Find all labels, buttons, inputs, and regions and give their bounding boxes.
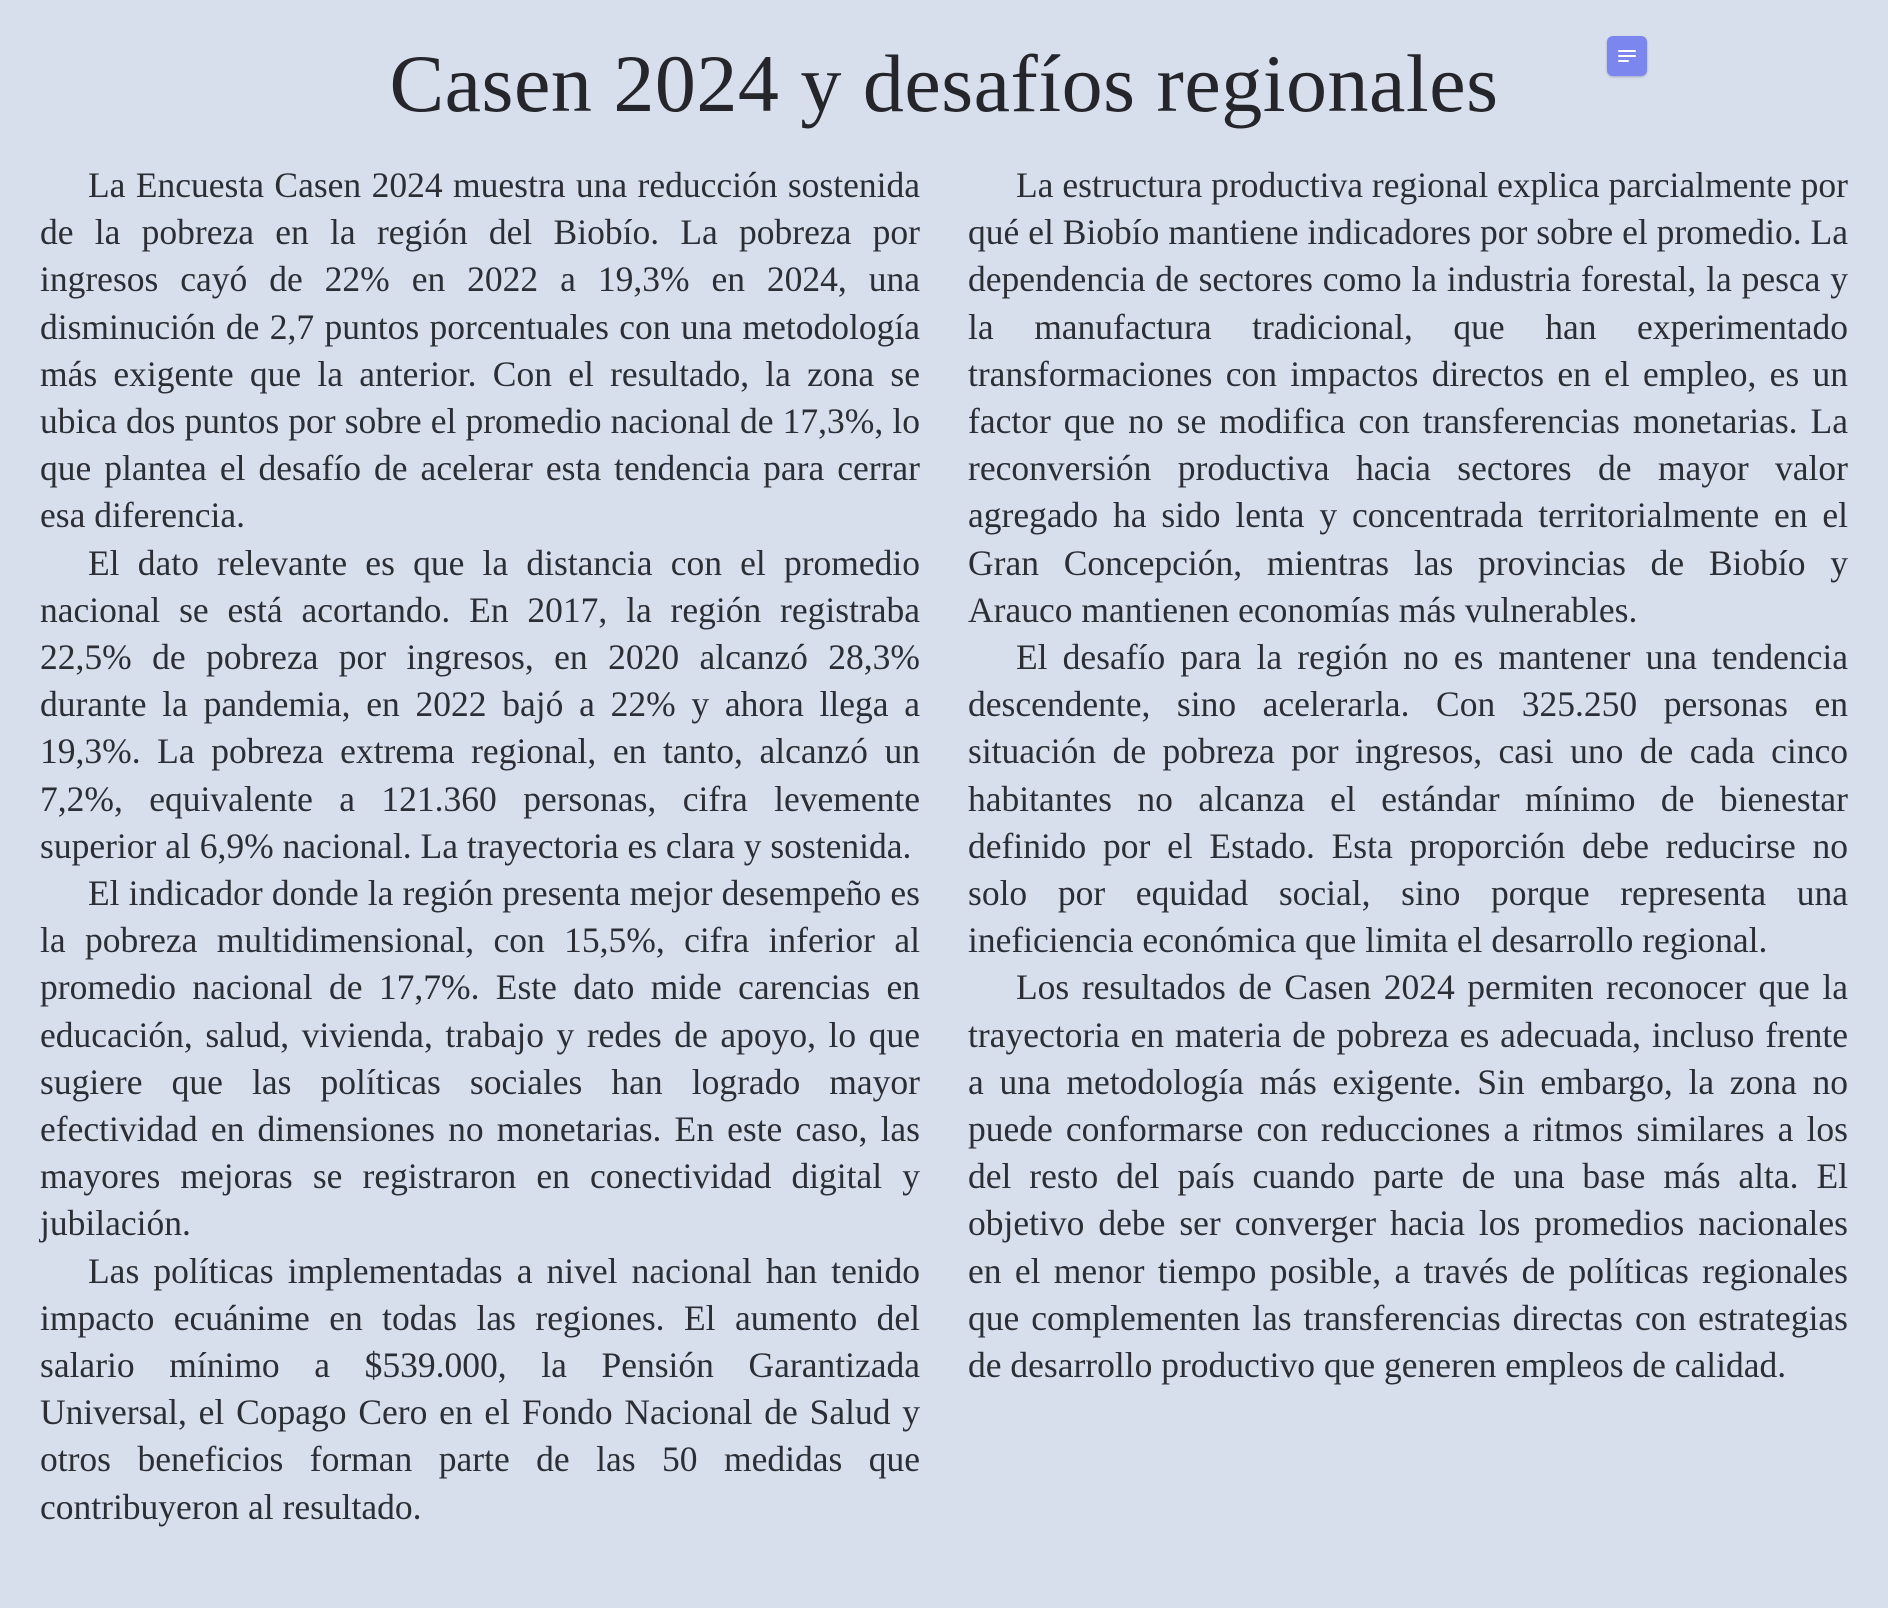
right-column [968,162,1848,1389]
document-icon-line [1618,50,1636,52]
paragraph: El indicador donde la región presenta mejor desempeño es la pobreza multidimensional, con 15,5%, cifra inferior al promedio nacional de 17,7%. Este dato mide carencias en educación, salud, vivienda, trabajo y redes de apoyo, lo que sugiere que las políticas sociales han logrado mayor efectividad en dimensiones no monetarias. En este caso, las mayores mejoras se registraron en conectividad digital y jubilación. [40,873,920,1244]
paragraph: El desafío para la región no es mantener una tendencia descendente, sino acelerarla. Con 325.250 personas en situación de pobreza por ingresos, casi uno de cada cinco habitantes no alcanza el estándar mínimo de bienestar definido por el Estado. Esta proporción debe reducirse no solo por equidad social, sino porque representa una ineficiencia económica que limita el desarrollo regional. [968,637,1848,961]
paragraph: La estructura productiva regional explica parcialmente por qué el Biobío mantiene indicadores por sobre el promedio. La dependencia de sectores como la industria forestal, la pesca y la manufactura tradicional, que han experimentado transformaciones con impactos directos en el empleo, es un factor que no se modifica con transferencias monetarias. La reconversión productiva hacia sectores de mayor valor agregado ha sido lenta y concentrada territorialmente en el Gran Concepción, mientras las provincias de Biobío y Arauco mantienen economías más vulnerables. [968,165,1848,630]
paragraph: Las políticas implementadas a nivel nacional han tenido impacto ecuánime en todas las regiones. El aumento del salario mínimo a $539.000, la Pensión Garantizada Universal, el Copago Cero en el Fondo Nacional de Salud y otros beneficios forman parte de las 50 medidas que contribuyeron al resultado. [40,1250,920,1527]
article-title: Casen 2024 y desafíos regionales [389,38,1499,129]
paragraph: El dato relevante es que la distancia con el promedio nacional se está acortando. En 2017, la región registraba 22,5% de pobreza por ingresos, en 2020 alcanzó 28,3% durante la pandemia, en 2022 bajó a 22% y ahora llega a 19,3%. La pobreza extrema regional, en tanto, alcanzó un 7,2%, equivalente a 121.360 personas, cifra levemente superior al 6,9% nacional. La trayectoria es clara y sostenida. [40,542,920,866]
left-column [40,162,920,1531]
paragraph: Los resultados de Casen 2024 permiten reconocer que la trayectoria en materia de pobreza es adecuada, incluso frente a una metodología más exigente. Sin embargo, la zona no puede conformarse con reducciones a ritmos similares a los del resto del país cuando parte de una base más alta. El objetivo debe ser converger hacia los promedios nacionales en el menor tiempo posible, a través de políticas regionales que complementen las transferencias directas con estrategias de desarrollo productivo que generen empleos de calidad. [968,967,1848,1386]
document-icon-line [1618,60,1629,62]
document-icon-line [1618,55,1636,57]
document-icon[interactable] [1607,36,1647,76]
paragraph: La Encuesta Casen 2024 muestra una reducción sostenida de la pobreza en la región del Biobío. La pobreza por ingresos cayó de 22% en 2022 a 19,3% en 2024, una disminución de 2,7 puntos porcentuales con una metodología más exigente que la anterior. Con el resultado, la zona se ubica dos puntos por sobre el promedio nacional de 17,3%, lo que plantea el desafío de acelerar esta tendencia para cerrar esa diferencia. [40,165,920,536]
